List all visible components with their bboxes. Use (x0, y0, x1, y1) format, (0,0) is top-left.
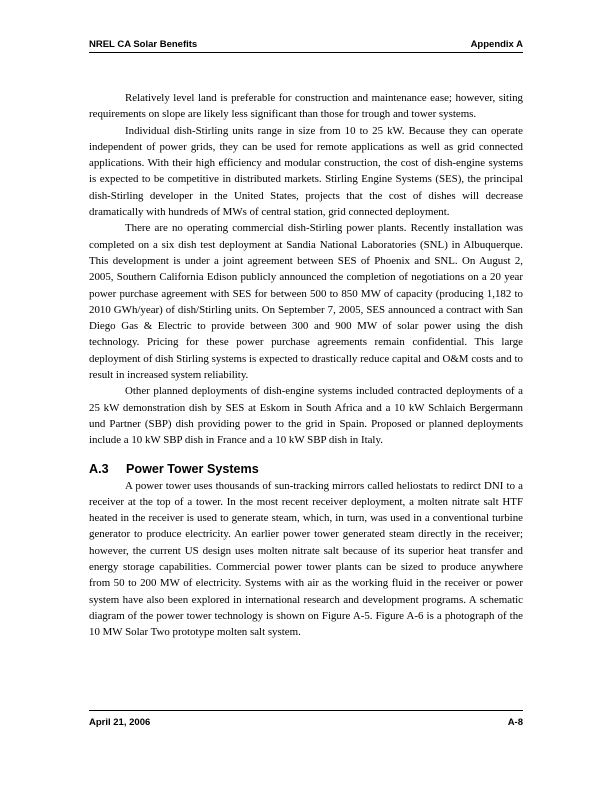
section-heading (89, 461, 523, 478)
header-rule (89, 52, 523, 53)
running-header (89, 39, 523, 50)
paragraph: There are no operating commercial dish-Stirling power plants. Recently installation was completed on a six dish test deployment at Sandia National Laboratories (SNL) in Albuquerque. This development is under a joint agreement between SES of Phoenix and SNL. On August 2, 2005, Southern California Edison publicly announced the completion of negotiations on a 20 year power purchase agreement with SES for between 500 to 850 MW of capacity (producing 1,182 to 2010 GWh/year) of dish/Stirling units. On September 7, 2005, SES announced a contract with San Diego Gas & Electric to provide between 300 and 900 MW of solar power using the dish technology. Pricing for these power purchase agreements remain confidential. This large deployment of dish Stirling systems is expected to drastically reduce capital and O&M costs and to result in increased system reliability. (89, 222, 523, 382)
footer-rule (89, 710, 523, 711)
paragraph: Individual dish-Stirling units range in size from 10 to 25 kW. Because they can operate independent of power grids, they can be used for remote applications as well as grid connected applications. With their high efficiency and modular construction, the cost of dish-engine systems is expected to be competitive in distributed markets. Stirling Engine Systems (SES), the principal dish-Stirling developer in the United States, projects that the cost of dishes will decrease dramatically with hundreds of MWs of central station, grid connected deployment. (89, 124, 523, 219)
section-number: A.3 (89, 461, 109, 476)
header-title: NREL CA Solar Benefits (89, 39, 198, 50)
header-appendix: Appendix A (470, 39, 523, 50)
paragraph: Relatively level land is preferable for construction and maintenance ease; however, siting requirements on slope are likely less significant than those for trough and tower systems. (89, 92, 523, 121)
section-title: Power Tower Systems (126, 461, 259, 476)
page-number: A-8 (507, 717, 523, 728)
footer-date: April 21, 2006 (89, 717, 151, 728)
paragraph: Other planned deployments of dish-engine systems included contracted deployments of a 25 kW demonstration dish by SES at Eskom in South Africa and a 10 kW Schlaich Bergermann und Partner (SBP) dish providing power to the grid in Spain. Proposed or planned deployments include a 10 kW SBP dish in France and a 10 kW SBP dish in Italy. (89, 385, 523, 447)
body-text (89, 90, 523, 641)
paragraph: A power tower uses thousands of sun-tracking mirrors called heliostats to redirct DNI to a receiver at the top of a tower. In the most recent receiver deployment, a molten nitrate salt HTF heated in the receiver is used to generate steam, which, in turn, was used in a conventional turbine generator to produce electricity. An earlier power tower generated steam directly in the receiver; however, the current US design uses molten nitrate salt because of its superior heat transfer and energy storage capabilities. Commercial power tower plants can be sized to produce anywhere from 50 to 200 MW of electricity. Systems with air as the working fluid in the receiver or power system have also been explored in international research and development programs. A schematic diagram of the power tower technology is shown on Figure A-5. Figure A-6 is a photograph of the 10 MW Solar Two prototype molten salt system. (89, 479, 523, 639)
running-footer (89, 717, 523, 728)
